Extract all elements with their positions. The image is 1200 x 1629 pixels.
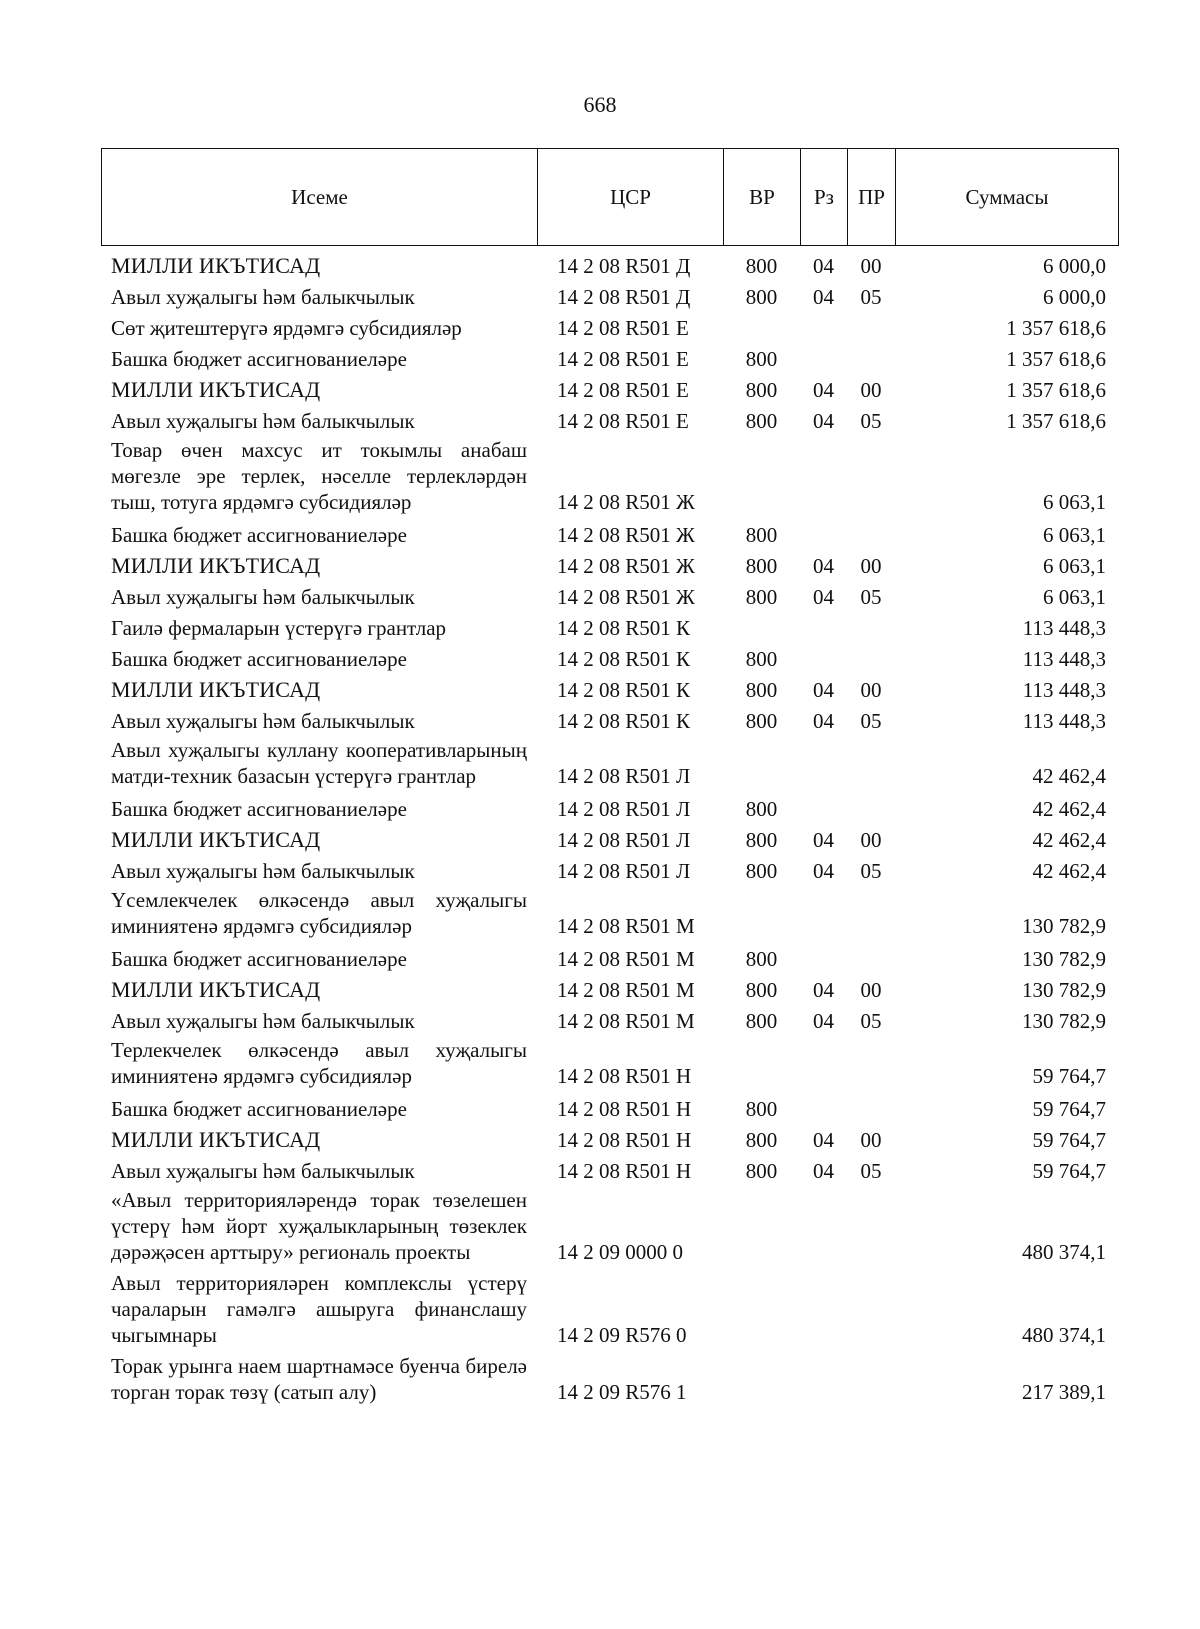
- row-pr-code: 05: [860, 585, 882, 609]
- row-amount: 217 389,1: [1022, 1380, 1106, 1404]
- row-name: Авыл хуҗалыгы һәм балыкчылык: [111, 1159, 415, 1183]
- row-amount: 130 782,9: [1022, 947, 1106, 971]
- header-sum: Суммасы: [896, 149, 1119, 246]
- row-vr-code: [723, 310, 800, 341]
- row-name: МИЛЛИ ИКЪТИСАД: [111, 553, 321, 578]
- row-name: МИЛЛИ ИКЪТИСАД: [111, 1127, 321, 1152]
- row-amount: 130 782,9: [1022, 978, 1106, 1002]
- row-vr-code: [723, 1350, 800, 1407]
- row-pr-code: 00: [860, 1128, 882, 1152]
- header-csr: ЦСР: [538, 149, 724, 246]
- row-pr-code: 00: [860, 828, 882, 852]
- row-csr-code: 14 2 08 R501 Л: [557, 859, 691, 883]
- row-pr-code: [847, 791, 895, 822]
- row-rz-code: 04: [813, 585, 834, 609]
- row-name: Авыл хуҗалыгы һәм балыкчылык: [111, 409, 415, 433]
- row-pr-code: [847, 1267, 895, 1350]
- row-pr-code: [847, 941, 895, 972]
- row-name: Авыл хуҗалыгы һәм балыкчылык: [111, 585, 415, 609]
- row-name: МИЛЛИ ИКЪТИСАД: [111, 377, 321, 402]
- row-name: Авыл хуҗалыгы һәм балыкчылык: [111, 1009, 415, 1033]
- row-rz-code: [800, 434, 847, 517]
- row-amount: 59 764,7: [1032, 1097, 1106, 1121]
- table-row: [101, 279, 1118, 310]
- row-vr-code: 800: [745, 828, 778, 852]
- row-name: Торак урынга наем шартнамәсе буенча бирелә торган торак төзү (сатып алу): [111, 1354, 527, 1404]
- row-pr-code: 00: [860, 678, 882, 702]
- row-pr-code: 05: [860, 1159, 882, 1183]
- row-vr-code: 800: [745, 523, 778, 547]
- row-amount: 113 448,3: [1022, 678, 1106, 702]
- row-amount: 6 063,1: [1043, 585, 1106, 609]
- row-pr-code: 00: [860, 554, 882, 578]
- row-name: Башка бюджет ассигнованиеләре: [111, 1097, 407, 1121]
- row-rz-code: [800, 1184, 847, 1267]
- row-vr-code: 800: [745, 554, 778, 578]
- row-name: Авыл хуҗалыгы һәм балыкчылык: [111, 285, 415, 309]
- row-vr-code: 800: [745, 678, 778, 702]
- row-pr-code: [847, 610, 895, 641]
- table-row: [101, 1350, 1118, 1407]
- row-amount: 1 357 618,6: [1006, 409, 1106, 433]
- table-row: [101, 853, 1118, 884]
- row-vr-code: [723, 1184, 800, 1267]
- row-csr-code: 14 2 08 R501 М: [557, 978, 695, 1002]
- row-pr-code: 00: [860, 378, 882, 402]
- table-row: [101, 972, 1118, 1003]
- row-rz-code: 04: [813, 285, 834, 309]
- row-rz-code: [800, 610, 847, 641]
- table-row: [101, 579, 1118, 610]
- row-amount: 480 374,1: [1022, 1323, 1106, 1347]
- row-csr-code: 14 2 08 R501 К: [557, 647, 691, 671]
- row-csr-code: 14 2 08 R501 Ж: [557, 490, 695, 514]
- row-csr-code: 14 2 08 R501 Е: [557, 378, 689, 402]
- row-name: Гаилә фермаларын үстерүгә грантлар: [111, 616, 447, 640]
- row-name: Үсемлекчелек өлкәсендә авыл хуҗалыгы иминиятенә ярдәмгә субсидияләр: [111, 888, 527, 938]
- row-csr-code: 14 2 08 R501 Л: [557, 764, 691, 788]
- budget-table: [101, 248, 1118, 1407]
- row-vr-code: 800: [745, 709, 778, 733]
- table-row: [101, 517, 1118, 548]
- row-name: Авыл территорияләрен комплекслы үстерү чараларын гамәлгә ашыруга финанслашу чыгымнары: [111, 1271, 527, 1347]
- row-csr-code: 14 2 08 R501 М: [557, 947, 695, 971]
- row-rz-code: [800, 341, 847, 372]
- row-rz-code: 04: [813, 1128, 834, 1152]
- row-rz-code: [800, 941, 847, 972]
- row-name: МИЛЛИ ИКЪТИСАД: [111, 977, 321, 1002]
- row-amount: 130 782,9: [1022, 914, 1106, 938]
- row-csr-code: 14 2 08 R501 Л: [557, 797, 691, 821]
- row-csr-code: 14 2 08 R501 К: [557, 616, 691, 640]
- row-name: Башка бюджет ассигнованиеләре: [111, 347, 407, 371]
- row-pr-code: [847, 341, 895, 372]
- row-name: Башка бюджет ассигнованиеләре: [111, 947, 407, 971]
- row-name: Башка бюджет ассигнованиеләре: [111, 523, 407, 547]
- row-pr-code: 05: [860, 1009, 882, 1033]
- row-rz-code: [800, 1034, 847, 1091]
- row-name: Сөт җитештерүгә ярдәмгә субсидияләр: [111, 316, 462, 340]
- table-row: [101, 1122, 1118, 1153]
- row-vr-code: 800: [745, 1128, 778, 1152]
- table-row: [101, 822, 1118, 853]
- table-row: [101, 434, 1118, 517]
- row-amount: 6 063,1: [1043, 490, 1106, 514]
- row-pr-code: 00: [860, 978, 882, 1002]
- row-name: Товар өчен махсус ит токымлы анабаш мөгезле эре терлек, нәселле терлекләрдән тыш, тотуга ярдәмгә субсидияләр: [111, 438, 527, 514]
- table-row: [101, 1184, 1118, 1267]
- row-rz-code: [800, 734, 847, 791]
- row-name: Башка бюджет ассигнованиеләре: [111, 797, 407, 821]
- row-name: «Авыл территорияләрендә торак төзелешен үстерү һәм йорт хуҗалыкларының төзеклек дәрәҗәсен арттыру» региональ проекты: [111, 1188, 527, 1264]
- row-rz-code: 04: [813, 554, 834, 578]
- row-vr-code: 800: [745, 285, 778, 309]
- row-rz-code: 04: [813, 254, 834, 278]
- row-amount: 113 448,3: [1022, 616, 1106, 640]
- row-pr-code: [847, 434, 895, 517]
- row-vr-code: 800: [745, 859, 778, 883]
- row-csr-code: 14 2 08 R501 К: [557, 678, 691, 702]
- row-rz-code: [800, 310, 847, 341]
- row-vr-code: 800: [745, 647, 778, 671]
- row-rz-code: 04: [813, 828, 834, 852]
- table-row: [101, 941, 1118, 972]
- row-amount: 42 462,4: [1032, 797, 1106, 821]
- row-pr-code: [847, 517, 895, 548]
- row-csr-code: 14 2 09 R576 1: [557, 1380, 687, 1404]
- row-rz-code: [800, 1091, 847, 1122]
- row-vr-code: [723, 884, 800, 941]
- row-pr-code: [847, 734, 895, 791]
- row-amount: 1 357 618,6: [1006, 347, 1106, 371]
- row-amount: 1 357 618,6: [1006, 316, 1106, 340]
- row-pr-code: 05: [860, 285, 882, 309]
- row-name: МИЛЛИ ИКЪТИСАД: [111, 827, 321, 852]
- row-csr-code: 14 2 08 R501 М: [557, 1009, 695, 1033]
- row-csr-code: 14 2 08 R501 Е: [557, 316, 689, 340]
- row-name: Башка бюджет ассигнованиеләре: [111, 647, 407, 671]
- table-row: [101, 548, 1118, 579]
- row-vr-code: [723, 734, 800, 791]
- table-row: [101, 248, 1118, 279]
- row-rz-code: [800, 641, 847, 672]
- row-vr-code: [723, 610, 800, 641]
- row-rz-code: [800, 791, 847, 822]
- row-csr-code: 14 2 08 R501 Н: [557, 1128, 692, 1152]
- table-row: [101, 341, 1118, 372]
- row-vr-code: [723, 1267, 800, 1350]
- header-rz: Рз: [801, 149, 848, 246]
- table-body: [101, 248, 1118, 1407]
- table-row: [101, 310, 1118, 341]
- row-name: Авыл хуҗалыгы һәм балыкчылык: [111, 709, 415, 733]
- row-vr-code: 800: [745, 347, 778, 371]
- row-amount: 1 357 618,6: [1006, 378, 1106, 402]
- row-rz-code: 04: [813, 378, 834, 402]
- row-csr-code: 14 2 08 R501 Н: [557, 1097, 692, 1121]
- row-pr-code: 05: [860, 409, 882, 433]
- row-rz-code: 04: [813, 859, 834, 883]
- table-row: [101, 672, 1118, 703]
- row-pr-code: [847, 1184, 895, 1267]
- row-pr-code: [847, 310, 895, 341]
- row-csr-code: 14 2 09 0000 0: [557, 1240, 683, 1264]
- row-csr-code: 14 2 09 R576 0: [557, 1323, 687, 1347]
- row-name: Авыл хуҗалыгы куллану кооперативларының матди-техник базасын үстерүгә грантлар: [111, 738, 527, 788]
- table-row: [101, 1034, 1118, 1091]
- row-pr-code: [847, 1091, 895, 1122]
- row-amount: 42 462,4: [1032, 859, 1106, 883]
- row-rz-code: 04: [813, 1009, 834, 1033]
- page-number: 668: [583, 92, 617, 117]
- row-csr-code: 14 2 08 R501 М: [557, 914, 695, 938]
- row-name: Терлекчелек өлкәсендә авыл хуҗалыгы иминиятенә ярдәмгә субсидияләр: [111, 1038, 527, 1088]
- header-pr: ПР: [848, 149, 896, 246]
- row-amount: 6 000,0: [1043, 285, 1106, 309]
- row-name: МИЛЛИ ИКЪТИСАД: [111, 677, 321, 702]
- row-vr-code: 800: [745, 978, 778, 1002]
- row-vr-code: 800: [745, 947, 778, 971]
- table-row: [101, 791, 1118, 822]
- row-amount: 113 448,3: [1022, 709, 1106, 733]
- row-csr-code: 14 2 08 R501 Н: [557, 1064, 692, 1088]
- row-csr-code: 14 2 08 R501 Н: [557, 1159, 692, 1183]
- row-amount: 6 063,1: [1043, 554, 1106, 578]
- row-pr-code: [847, 884, 895, 941]
- header-vr: ВР: [724, 149, 801, 246]
- row-rz-code: 04: [813, 978, 834, 1002]
- row-amount: 480 374,1: [1022, 1240, 1106, 1264]
- row-csr-code: 14 2 08 R501 К: [557, 709, 691, 733]
- row-vr-code: 800: [745, 1097, 778, 1121]
- row-vr-code: 800: [745, 254, 778, 278]
- row-csr-code: 14 2 08 R501 Ж: [557, 554, 695, 578]
- row-vr-code: [723, 1034, 800, 1091]
- row-amount: 6 063,1: [1043, 523, 1106, 547]
- row-amount: 113 448,3: [1022, 647, 1106, 671]
- row-vr-code: 800: [745, 1159, 778, 1183]
- table-row: [101, 1003, 1118, 1034]
- row-rz-code: 04: [813, 1159, 834, 1183]
- row-name: МИЛЛИ ИКЪТИСАД: [111, 253, 321, 278]
- row-name: Авыл хуҗалыгы һәм балыкчылык: [111, 859, 415, 883]
- table-row: [101, 1267, 1118, 1350]
- row-vr-code: 800: [745, 797, 778, 821]
- row-pr-code: [847, 641, 895, 672]
- row-rz-code: [800, 884, 847, 941]
- row-amount: 59 764,7: [1032, 1064, 1106, 1088]
- table-row: [101, 1091, 1118, 1122]
- row-pr-code: [847, 1350, 895, 1407]
- row-amount: 59 764,7: [1032, 1128, 1106, 1152]
- row-vr-code: 800: [745, 585, 778, 609]
- table-row: [101, 1153, 1118, 1184]
- row-rz-code: [800, 517, 847, 548]
- row-rz-code: [800, 1350, 847, 1407]
- table-row: [101, 734, 1118, 791]
- row-amount: 42 462,4: [1032, 764, 1106, 788]
- row-amount: 6 000,0: [1043, 254, 1106, 278]
- row-vr-code: 800: [745, 409, 778, 433]
- row-amount: 42 462,4: [1032, 828, 1106, 852]
- table-row: [101, 372, 1118, 403]
- row-rz-code: 04: [813, 409, 834, 433]
- row-pr-code: [847, 1034, 895, 1091]
- row-rz-code: 04: [813, 678, 834, 702]
- header-name: Исеме: [102, 149, 538, 246]
- table-row: [101, 641, 1118, 672]
- row-csr-code: 14 2 08 R501 Л: [557, 828, 691, 852]
- row-pr-code: 00: [860, 254, 882, 278]
- table-row: [101, 403, 1118, 434]
- row-vr-code: 800: [745, 1009, 778, 1033]
- table-row: [101, 884, 1118, 941]
- row-csr-code: 14 2 08 R501 Д: [557, 254, 691, 278]
- row-vr-code: 800: [745, 378, 778, 402]
- row-amount: 59 764,7: [1032, 1159, 1106, 1183]
- table-row: [101, 610, 1118, 641]
- table-row: [101, 703, 1118, 734]
- row-csr-code: 14 2 08 R501 Ж: [557, 523, 695, 547]
- row-csr-code: 14 2 08 R501 Д: [557, 285, 691, 309]
- table-header: [101, 148, 1119, 246]
- row-csr-code: 14 2 08 R501 Е: [557, 409, 689, 433]
- row-rz-code: 04: [813, 709, 834, 733]
- row-csr-code: 14 2 08 R501 Ж: [557, 585, 695, 609]
- row-vr-code: [723, 434, 800, 517]
- row-csr-code: 14 2 08 R501 Е: [557, 347, 689, 371]
- row-pr-code: 05: [860, 709, 882, 733]
- row-rz-code: [800, 1267, 847, 1350]
- row-pr-code: 05: [860, 859, 882, 883]
- row-amount: 130 782,9: [1022, 1009, 1106, 1033]
